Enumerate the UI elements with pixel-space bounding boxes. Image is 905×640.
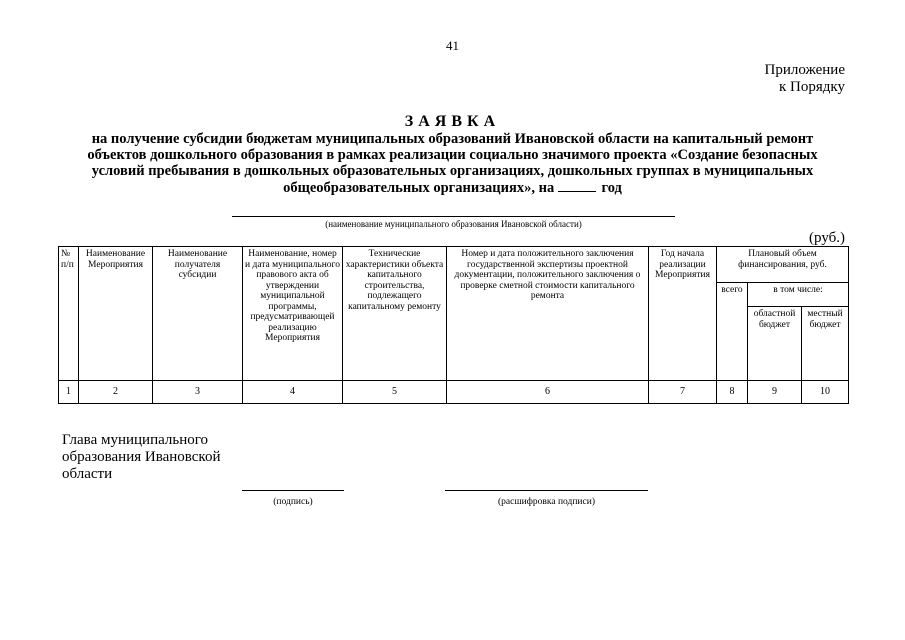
- currency-label: (руб.): [809, 230, 845, 246]
- column-number: 8: [717, 381, 748, 404]
- column-number: 7: [649, 381, 717, 404]
- decryption-line: [445, 490, 648, 491]
- column-number: 10: [802, 381, 849, 404]
- page-number: 41: [446, 38, 459, 53]
- municipality-caption: (наименование муниципального образования Ивановской области): [325, 219, 582, 229]
- application-table: [58, 246, 849, 404]
- column-numbers-row: [59, 381, 849, 404]
- column-number: 1: [59, 381, 79, 404]
- header-total: всего: [717, 283, 748, 381]
- signature-line: [242, 490, 344, 491]
- decryption-caption: (расшифровка подписи): [498, 497, 595, 507]
- header-event-name: Наименование Мероприятия: [79, 247, 153, 381]
- table-header-row-1: [59, 247, 849, 283]
- header-expertise: Номер и дата положительного заключения государственной экспертизы проектной документации, положительного заключения о проверке сметной стоимости капитального ремонта: [447, 247, 649, 381]
- subtitle-text: на получение субсидии бюджетам муниципальных образований Ивановской области на капитальный ремонт объектов дошкольного образования в рамках реализации социально значимого проекта «Создание безопасных условий пребывания в дошкольных образовательных организациях, дошкольных группах в муниципальных общеобразовательных организациях», на: [87, 131, 818, 196]
- document-title-block: [60, 113, 845, 196]
- column-number: 4: [243, 381, 343, 404]
- column-number: 5: [343, 381, 447, 404]
- header-legal-act: Наименование, номер и дата муниципального правового акта об утверждении муниципальной программы, предусматривающей реализацию Мероприятия: [243, 247, 343, 381]
- header-start-year: Год начала реализации Мероприятия: [649, 247, 717, 381]
- column-number: 2: [79, 381, 153, 404]
- signature-caption: (подпись): [273, 497, 313, 507]
- appendix-line-2: к Порядку: [779, 79, 845, 95]
- document-title: ЗАЯВКА: [404, 113, 501, 130]
- header-local-budget: местный бюджет: [802, 307, 849, 381]
- document-subtitle: [60, 131, 845, 196]
- year-blank-line: [558, 179, 596, 192]
- column-number: 6: [447, 381, 649, 404]
- appendix-label: [764, 62, 845, 96]
- header-recipient: Наименование получателя субсидии: [153, 247, 243, 381]
- header-number: № п/п: [59, 247, 79, 381]
- column-number: 9: [748, 381, 802, 404]
- column-number: 3: [153, 381, 243, 404]
- header-regional-budget: областной бюджет: [748, 307, 802, 381]
- municipality-fill-line: [232, 216, 675, 217]
- header-technical-specs: Технические характеристики объекта капитального строительства, подлежащего капитальному ремонту: [343, 247, 447, 381]
- subtitle-year-word: год: [601, 180, 622, 196]
- header-including: в том числе:: [748, 283, 849, 307]
- header-funding: Плановый объем финансирования, руб.: [717, 247, 849, 283]
- appendix-line-1: Приложение: [764, 62, 845, 78]
- signatory-position: Глава муниципального образования Ивановской области: [62, 432, 221, 482]
